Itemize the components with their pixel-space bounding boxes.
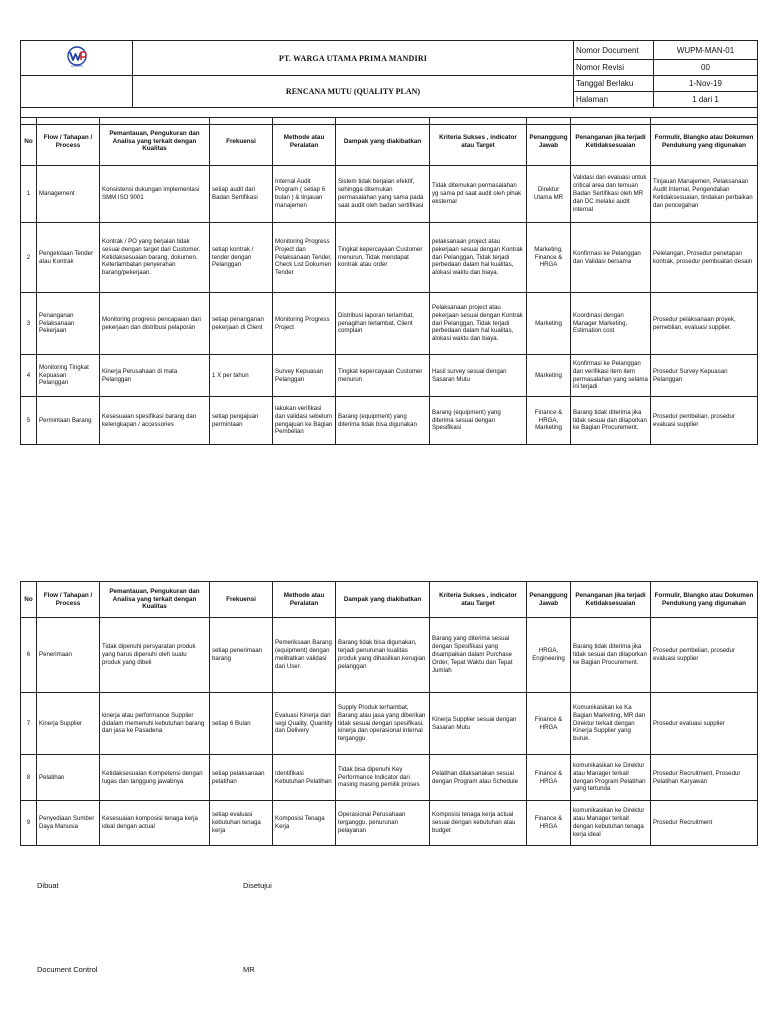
cell-col-forms: Prosedur pelaksanaan proyek, pemeblian, evaluasi supplier. [651, 293, 758, 355]
cell-col-flow: Penyediaan Sumber Daya Manusia [37, 801, 100, 846]
cell-col-responsible: Marketing [527, 355, 571, 397]
company-logo-icon [62, 45, 92, 69]
cell-col-impact: Sistem tidak berjalan efektif, sehingga ditemukan permasalahan yang sama pada saat audit oleh badan sertifikasi [336, 166, 430, 223]
cell-col-frequency: setiap 6 Bulan [210, 693, 273, 755]
cell-col-no: 2 [21, 223, 37, 293]
header-col-impact: Dampak yang diakibatkan [336, 118, 430, 166]
header-col-method: Methode atau Peralatan [273, 582, 336, 618]
cell-col-criteria: Barang yang diterima sesuai dengan Spesifikasi yang disampaikan dalam Purchase Order, Tepat Waktu dan Tepat Jumlah [430, 618, 527, 693]
cell-col-responsible: Finance & HRGA [527, 693, 571, 755]
header-col-no: No [21, 118, 37, 166]
cell-col-monitoring: Monitoring progress pencapaian dari pekerjaan dan distribusi pelaporan [100, 293, 210, 355]
cell-col-frequency: setiap evaluasi kebutuhan tenaga kerja [210, 801, 273, 846]
table-row [21, 801, 758, 846]
made-by-label: Dibuat [37, 881, 59, 890]
cell-col-handling: Barang tidak diterima jika tidak sesuai dan dilaporkan ke Bagian Procurement. [571, 397, 651, 445]
cell-col-frequency: setiap penanganan pekerjaan di Client [210, 293, 273, 355]
cell-col-criteria: pelaksanaan project atau pekerjaan sesuai dengan Kontrak dari Pelanggan, Tidak terjadi perbedaan dalam hal kualitas, alokasi waktu dan biaya. [430, 223, 527, 293]
header-col-forms: Formulir, Blangko atau Dokumen Pendukung yang digunakan [651, 118, 758, 166]
cell-col-method: Monitoring Progress Project [273, 293, 336, 355]
table-row [21, 618, 758, 693]
cell-col-no: 7 [21, 693, 37, 755]
cell-col-handling: Konfirmasi ke Pelanggan dan verifikasi item item permasalahan yang selama ini terjadi [571, 355, 651, 397]
table-row [21, 397, 758, 445]
cell-col-method: Komposisi Tenaga Kerja [273, 801, 336, 846]
quality-plan-table-2 [20, 581, 758, 846]
meta-label-page: Halaman [574, 92, 654, 108]
cell-col-flow: Pengelolaan Tender atau Kontrak [37, 223, 100, 293]
cell-col-responsible: Direktur Utama MR [527, 166, 571, 223]
cell-col-handling: komunikasikan ke Direktur atau Manager terkait dengan Program Pelatihan yang tertunda [571, 755, 651, 801]
header-col-flow: Flow / Tahapan / Process [37, 582, 100, 618]
cell-col-monitoring: Kesesuaian spesifikasi barang dan kelengkapan / accessories [100, 397, 210, 445]
cell-col-responsible: Marketing, Finance & HRGA [527, 223, 571, 293]
cell-col-forms: Prosedur pembelian, prosedur evaluasi supplier [651, 618, 758, 693]
cell-col-monitoring: Tidak dipenuhi persyaratan produk yang harus dipenuhi oleh suatu produk yang dibeli [100, 618, 210, 693]
cell-col-forms: Prosedur Survey Kepuasan Pelanggan [651, 355, 758, 397]
cell-col-criteria: Pelaksanaan project atau pekerjaan sesuai dengan Kontrak dari Pelanggan, Tidak terjadi perbedaan dalam hal kualitas, alokasi waktu dan biaya. [430, 293, 527, 355]
cell-col-frequency: setiap penerimaan barang [210, 618, 273, 693]
cell-col-monitoring: Ketidaksesuaian Kompetensi dengan tugas dan tanggung jawabnya [100, 755, 210, 801]
cell-col-criteria: Komposisi tenaga kerja actual sesuai dengan kebutuhan atau budget [430, 801, 527, 846]
meta-label-doc-number: Nomor Document [574, 41, 654, 60]
document-header [20, 40, 758, 125]
cell-col-criteria: Kinerja Supplier sesuai dengan Sasaran Mutu [430, 693, 527, 755]
cell-col-monitoring: Konsistensi dukungan implementasi SMM ISO 9001 [100, 166, 210, 223]
cell-col-forms: Prosedur Recruitment [651, 801, 758, 846]
cell-col-flow: Permintaan Barang [37, 397, 100, 445]
quality-plan-table-1 [20, 117, 758, 445]
cell-col-forms: Prosedur evaluasi supplier [651, 693, 758, 755]
cell-col-frequency: 1 X per tahun [210, 355, 273, 397]
table-row [21, 293, 758, 355]
table-row [21, 755, 758, 801]
table-row [21, 355, 758, 397]
cell-col-handling: Koordinasi dengan Manager Marketing, Estimation cost [571, 293, 651, 355]
cell-col-flow: Penanganan Pelaksanaan Pekerjaan [37, 293, 100, 355]
cell-col-no: 5 [21, 397, 37, 445]
cell-col-method: Internal Audit Program ( setiap 6 bulan ) & tinjauan manajemen [273, 166, 336, 223]
header-col-impact: Dampak yang diakibatkan [336, 582, 430, 618]
cell-col-no: 3 [21, 293, 37, 355]
cell-col-impact: Supply Produk terhambat, Barang atau jasa yang diberikan tidak sesuai dengan spesifikasi, kinerja dan operasional internal terganggu [336, 693, 430, 755]
cell-col-handling: Konfirmasi ke Pelanggan dan Validasi bersama [571, 223, 651, 293]
header-col-method: Methode atau Peralatan [273, 118, 336, 166]
cell-col-method: Survey Kepuasan Pelanggan [273, 355, 336, 397]
cell-col-handling: Validasi dan evaluasi untuk critical area dan temuan Badan Sertifikasi oleh MR dan DC melalui audit internal [571, 166, 651, 223]
cell-col-impact: Barang tidak bisa digunakan, terjadi penurunan kualitas produk yang dihasilkan,kerugian pelanggan [336, 618, 430, 693]
cell-col-frequency: setiap audit dari Badan Sertifikasi [210, 166, 273, 223]
cell-col-no: 8 [21, 755, 37, 801]
cell-col-impact: Tidak bisa dipenuhi Key Performance Indicator dari masing masing pemilik proses [336, 755, 430, 801]
cell-col-monitoring: Kinerja Perusahaan di mata Pelanggan [100, 355, 210, 397]
cell-col-monitoring: Kesesuaian komposisi tenaga kerja ideal dengan actual [100, 801, 210, 846]
meta-value-effective-date: 1-Nov-19 [654, 76, 758, 92]
cell-col-method: Pemeriksaan Barang (equipment) dengan melibatkan validasi dari User. [273, 618, 336, 693]
header-col-no: No [21, 582, 37, 618]
header-col-monitoring: Pemantauan, Pengukuran dan Analisa yang terkait dengan Kualitas [100, 582, 210, 618]
cell-col-flow: Penerimaan [37, 618, 100, 693]
cell-col-no: 9 [21, 801, 37, 846]
header-col-responsible: Penanggung Jawab [527, 118, 571, 166]
meta-value-doc-number: WUPM-MAN-01 [654, 41, 758, 60]
meta-value-revision: 00 [654, 60, 758, 76]
cell-col-flow: Pelatihan [37, 755, 100, 801]
cell-col-frequency: setiap pelaksanaan pelatihan [210, 755, 273, 801]
cell-col-forms: Pelelangan, Prosedur penetapan kontrak, prosedur pembuatan desain [651, 223, 758, 293]
cell-col-responsible: HRGA, Engineering [527, 618, 571, 693]
cell-col-impact: Tingkat kepercayaan Customer menurun, Tidak mendapat kontrak atau order [336, 223, 430, 293]
header-col-forms: Formulir, Blangko atau Dokumen Pendukung yang digunakan [651, 582, 758, 618]
cell-col-criteria: Tidak ditemukan permasalahan yg sama pd saat audit oleh pihak eksternal [430, 166, 527, 223]
header-col-flow: Flow / Tahapan / Process [37, 118, 100, 166]
cell-col-handling: Komunikasikan ke Ka Bagian Marketing, MR dan Direktur terkait dengan Kinerja Supplier yang buruk. [571, 693, 651, 755]
cell-col-flow: Monitoring Tingkat Kepuasan Pelanggan [37, 355, 100, 397]
header-col-criteria: Kriteria Sukses , indicator atau Target [430, 118, 527, 166]
company-name: PT. WARGA UTAMA PRIMA MANDIRI [133, 41, 574, 76]
cell-col-responsible: Marketing [527, 293, 571, 355]
cell-col-responsible: Finance & HRGA, Marketing [527, 397, 571, 445]
cell-col-responsible: Finance & HRGA [527, 801, 571, 846]
cell-col-criteria: Pelatihan dilaksanakan sesuai dengan Program atau Schedule [430, 755, 527, 801]
cell-col-forms: Tinjauan Manajemen, Pelaksanaan Audit Internal, Pengendalian Ketidaksesuaian, tindakan perbaikan dan pencegahan [651, 166, 758, 223]
table-row [21, 166, 758, 223]
cell-col-frequency: setiap kontrak / tender dengan Pelanggan [210, 223, 273, 293]
cell-col-handling: komunikasikan ke Direktur atau Manager terkait dengan kebutuhan tenaga kerja ideal [571, 801, 651, 846]
table-1-header-row [21, 118, 758, 166]
meta-label-effective-date: Tanggal Berlaku [574, 76, 654, 92]
cell-col-impact: Operasional Perusahaan terganggu, penurunan pelayanan [336, 801, 430, 846]
cell-col-criteria: Hasil survey sesuai dengan Sasaran Mutu [430, 355, 527, 397]
header-col-frequency: Frekuensi [210, 118, 273, 166]
approved-by-label: Disetujui [243, 881, 272, 890]
made-by-role: Document Control [37, 965, 98, 974]
cell-col-impact: Tingkat kepercayaan Customer menurun [336, 355, 430, 397]
header-col-handling: Penanganan jika terjadi Ketidaksesuaian [571, 582, 651, 618]
cell-col-flow: Management [37, 166, 100, 223]
cell-col-method: Evaluasi Kinerja dari segi Quality, Quantity dan Delivery [273, 693, 336, 755]
cell-col-forms: Prosedur Recruitment, Prosedur Pelatihan Karyawan [651, 755, 758, 801]
header-col-criteria: Kriteria Sukses , indicator atau Target [430, 582, 527, 618]
cell-col-no: 6 [21, 618, 37, 693]
cell-col-forms: Prosedur pembelian, prosedur evaluasi supplier [651, 397, 758, 445]
cell-col-no: 1 [21, 166, 37, 223]
meta-label-revision: Nomor Revisi [574, 60, 654, 76]
meta-value-page: 1 dari 1 [654, 92, 758, 108]
header-col-responsible: Penanggung Jawab [527, 582, 571, 618]
cell-col-monitoring: Kontrak / PO yang berjalan tidak sesuai dengan target dari Customer. Ketidaksesuaian barang, dokumen. Keterlambatan penyerahan barang/pekerjaan. [100, 223, 210, 293]
company-logo-cell [21, 41, 133, 76]
table-2-body [21, 618, 758, 846]
table-1-body [21, 166, 758, 445]
cell-col-no: 4 [21, 355, 37, 397]
header-col-handling: Penanganan jika terjadi Ketidaksesuaian [571, 118, 651, 166]
table-row [21, 223, 758, 293]
approved-by-role: MR [243, 965, 255, 974]
logo-spacer-cell [21, 76, 133, 108]
cell-col-impact: Barang (equipment) yang diterima tidak bisa digunakan [336, 397, 430, 445]
cell-col-impact: Distribusi laporan terlambat, penagihan terlambat, Client complain [336, 293, 430, 355]
cell-col-handling: Barang tidak diterima jika tidak sesuai dan dilaporkan ke Bagian Procurement. [571, 618, 651, 693]
cell-col-method: lakukan verifikasi dan validasi sebelum pengajuan ke Bagian Pembelian [273, 397, 336, 445]
cell-col-flow: Kinerja Supplier [37, 693, 100, 755]
table-2-header-row [21, 582, 758, 618]
cell-col-monitoring: kinerja atau performance Supplier didalam memenuhi kebutuhan barang dan jasa ke Pasadena [100, 693, 210, 755]
header-col-frequency: Frekuensi [210, 582, 273, 618]
cell-col-responsible: Finance & HRGA [527, 755, 571, 801]
table-row [21, 693, 758, 755]
cell-col-method: Monitoring Progress Project dan Pelaksanaan Tender, Check List Dokumen Tender [273, 223, 336, 293]
document-title: RENCANA MUTU (QUALITY PLAN) [133, 76, 574, 108]
header-col-monitoring: Pemantauan, Pengukuran dan Analisa yang terkait dengan Kualitas [100, 118, 210, 166]
cell-col-frequency: setiap pengajuan permintaan [210, 397, 273, 445]
cell-col-criteria: Barang (equipment) yang diterima sesuai dengan Spesifikasi [430, 397, 527, 445]
cell-col-method: Identifikasi Kebutuhan Pelatihan [273, 755, 336, 801]
